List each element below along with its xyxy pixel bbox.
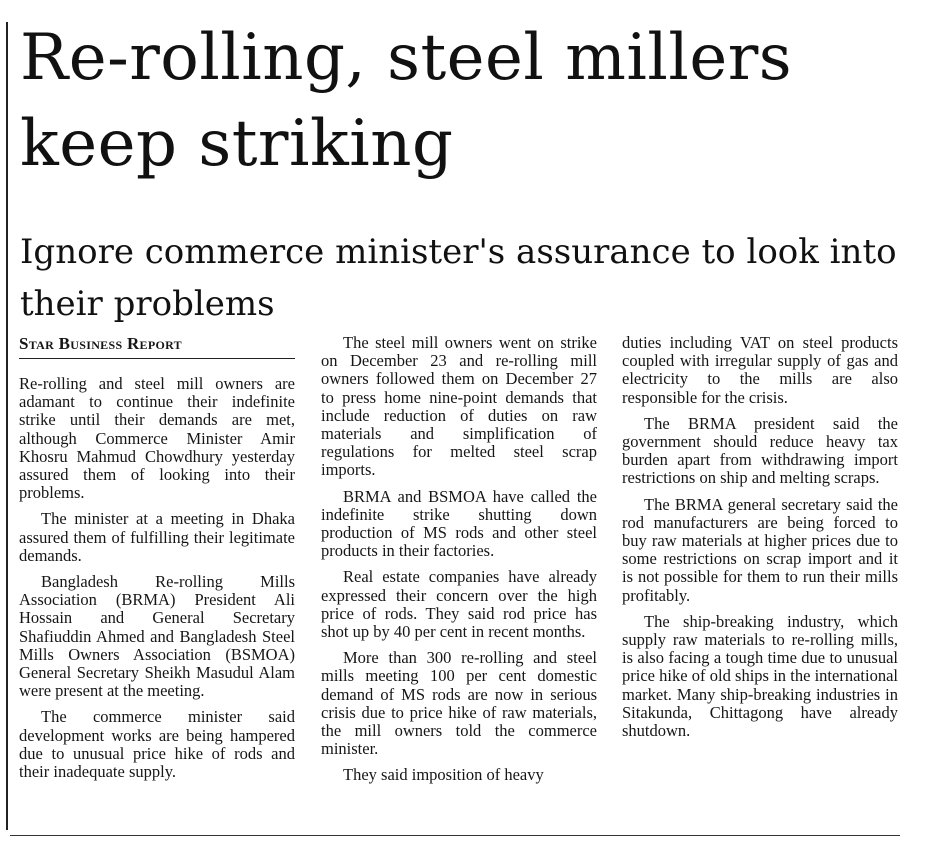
byline: Star Business Report — [19, 334, 295, 359]
article-column-3 — [622, 334, 898, 834]
paragraph: Re-rolling and steel mill owners are adamant to continue their indefinite strike until their demands are met, although Commerce Minister Amir Khosru Mahmud Chowdhury yesterday assured them of looking into their problems. — [19, 374, 295, 503]
column-rule — [6, 22, 8, 830]
subheadline: Ignore commerce minister's assurance to look into their problems — [20, 232, 897, 324]
paragraph: The ship-breaking industry, which supply raw materials to re-rolling mills, is also facing a tough time due to unusual price hike of old ships in the international market. Many ship-breaking industries in Sitakunda, Chittagong have already shutdown. — [622, 611, 898, 741]
paragraph: The BRMA president said the government should reduce heavy tax burden apart from withdrawing import restrictions on ship and melting scraps. — [622, 413, 898, 488]
headline: Re-rolling, steel millers keep striking — [20, 21, 793, 181]
paragraph: Real estate companies have already expressed their concern over the high price of rods. They said rod price has shot up by 40 per cent in recent months. — [321, 567, 597, 642]
paragraph: More than 300 re-rolling and steel mills meeting 100 per cent domestic demand of MS rods are now in serious crisis due to price hike of raw materials, the mill owners told the commerce minister. — [321, 648, 597, 759]
bottom-rule — [10, 835, 900, 836]
paragraph: duties including VAT on steel products coupled with irregular supply of gas and electricity to the mills are also responsible for the crisis. — [622, 333, 898, 407]
paragraph: The steel mill owners went on strike on December 23 and re-rolling mill owners followed them on December 27 to press home nine-point demands that include reduction of duties on raw materials and simplification of regulations for melted steel scrap imports. — [321, 333, 597, 480]
paragraph: BRMA and BSMOA have called the indefinite strike shutting down production of MS rods and other steel products in their factories. — [321, 486, 597, 561]
paragraph: Bangladesh Re-rolling Mills Association (BRMA) President Ali Hossain and General Secretary Shafiuddin Ahmed and Bangladesh Steel Mills Owners Association (BSMOA) General Secretary Sheikh Masudul Alam were present at the meeting. — [19, 572, 295, 701]
paragraph: The minister at a meeting in Dhaka assured them of fulfilling their legitimate demands. — [19, 509, 295, 565]
article-column-1 — [19, 334, 295, 834]
paragraph: The BRMA general secretary said the rod manufacturers are being forced to buy raw materials at higher prices due to some restrictions on scrap import and it is not possible for them to run their mills profitably. — [622, 494, 898, 605]
paragraph: The commerce minister said development works are being hampered due to unusual price hike of rods and their inadequate supply. — [19, 707, 295, 782]
article-column-2 — [321, 334, 597, 834]
paragraph: They said imposition of heavy — [343, 765, 544, 785]
